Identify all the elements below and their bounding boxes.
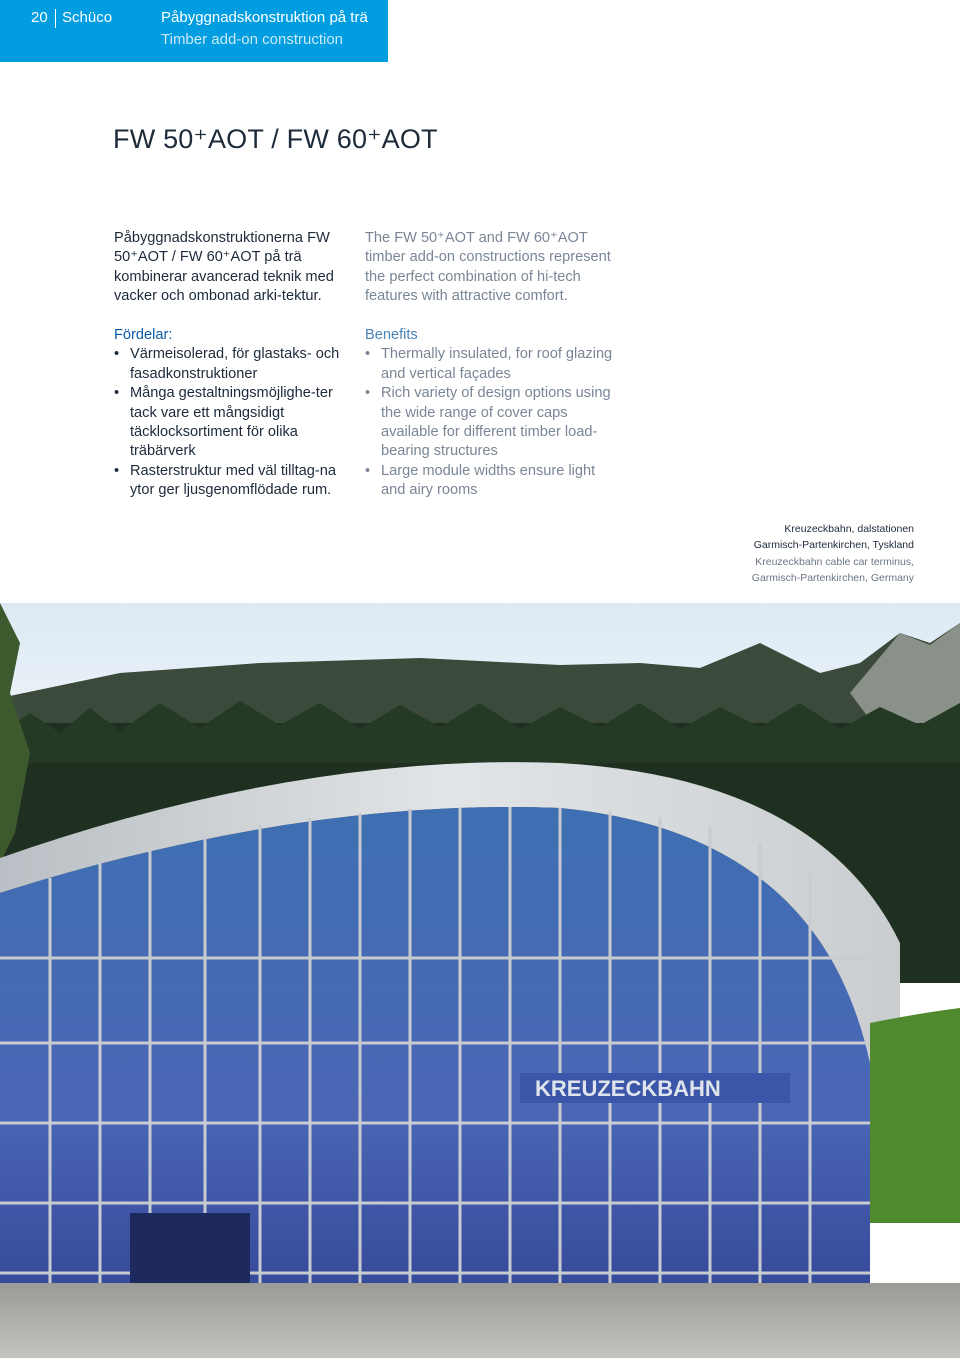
list-item: • Värmeisolerad, för glastaks- och fasadkonstruktioner (114, 345, 354, 384)
english-benefits-heading: Benefits (365, 327, 418, 344)
caption-english-line-1: Kreuzeckbahn cable car terminus, (755, 555, 914, 568)
header-divider (55, 9, 56, 28)
section-title-english: Timber add-on construction (161, 31, 344, 48)
list-item: • Rich variety of design options using the wide range of cover caps available for different timber load-bearing structures (365, 384, 615, 462)
page-title: FW 50⁺AOT / FW 60⁺AOT (113, 124, 438, 154)
list-item: • Många gestaltningsmöjlighe-ter tack vare ett mångsidigt täcklocksortiment för olika träbärverk (114, 384, 354, 462)
swedish-benefits-list (114, 345, 354, 500)
grass-hill (870, 1008, 960, 1223)
swedish-column (114, 229, 354, 501)
gravel-ground (0, 1283, 960, 1358)
english-intro: The FW 50⁺AOT and FW 60⁺AOT timber add-on constructions represent the perfect combination of hi-tech features with attractive comfort. (365, 230, 611, 305)
building-sign: KREUZECKBAHN (535, 1076, 721, 1101)
list-item: • Rasterstruktur med väl tilltag-na ytor ger ljusgenomflödade rum. (114, 462, 354, 501)
page-number: 20 (31, 9, 48, 26)
page-header-bar (0, 0, 388, 62)
english-column (365, 229, 615, 501)
brand-name: Schüco (62, 9, 113, 26)
list-item: • Thermally insulated, for roof glazing and vertical façades (365, 345, 615, 384)
section-title-swedish: Påbyggnadskonstruktion på trä (161, 9, 368, 26)
caption-english-line-2: Garmisch-Partenkirchen, Germany (751, 572, 914, 585)
list-item: • Large module widths ensure light and airy rooms (365, 462, 615, 501)
swedish-intro: Påbyggnadskonstruktionerna FW 50⁺AOT / FW 60⁺AOT på trä kombinerar avancerad teknik med vacker och ombonad arki-tektur. (114, 230, 334, 305)
building-photo (0, 603, 960, 1358)
english-benefits-list (365, 345, 615, 500)
photo-caption (752, 521, 914, 587)
swedish-benefits-heading: Fördelar: (114, 327, 173, 344)
caption-swedish-line-1: Kreuzeckbahn, dalstationen (784, 523, 914, 535)
caption-swedish-line-2: Garmisch-Partenkirchen, Tyskland (753, 539, 914, 552)
